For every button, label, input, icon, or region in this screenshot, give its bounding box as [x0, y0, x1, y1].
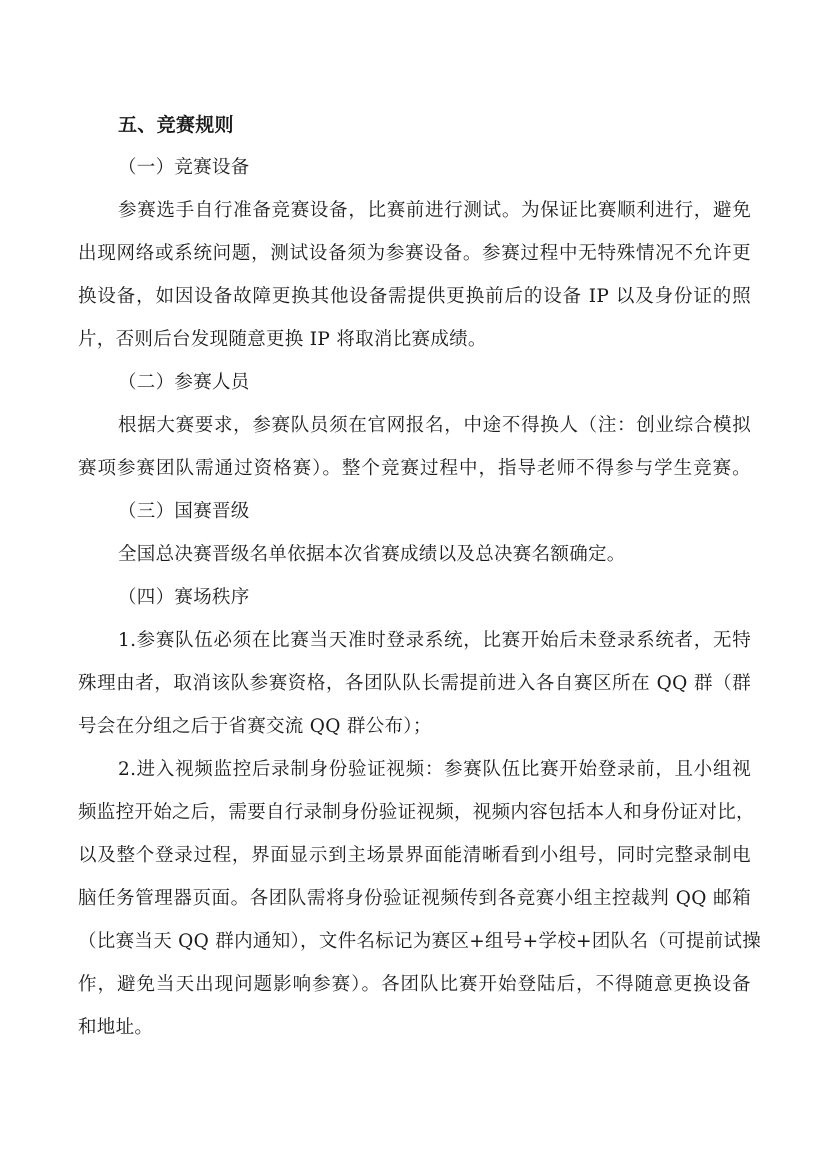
subsection-heading-equipment: （一）竞赛设备	[118, 157, 250, 178]
paragraph-line: 赛项参赛团队需通过资格赛）。整个竞赛过程中，指导老师不得参与学生竞赛。	[78, 458, 751, 479]
paragraph-line: 以及整个登录过程，界面显示到主场景界面能清晰看到小组号，同时完整录制电	[78, 845, 751, 866]
subsection-heading-advancement: （三）国赛晋级	[118, 501, 250, 522]
paragraph-line: 片，否则后台发现随意更换 IP 将取消比赛成绩。	[78, 329, 487, 350]
paragraph-line: 全国总决赛晋级名单依据本次省赛成绩以及总决赛名额确定。	[118, 544, 626, 565]
paragraph-line: 换设备，如因设备故障更换其他设备需提供更换前后的设备 IP 以及身份证的照	[78, 286, 751, 307]
paragraph-line: 频监控开始之后，需要自行录制身份验证视频，视频内容包括本人和身份证对比，	[78, 802, 755, 823]
paragraph-line: 脑任务管理器页面。各团队需将身份验证视频传到各竞赛小组主控裁判 QQ 邮箱	[78, 888, 751, 909]
paragraph-line: 参赛选手自行准备竞赛设备，比赛前进行测试。为保证比赛顺利进行，避免	[118, 200, 751, 221]
paragraph-line: 殊理由者，取消该队参赛资格，各团队队长需提前进入各自赛区所在 QQ 群（群	[78, 673, 751, 694]
paragraph-line: 2.进入视频监控后录制身份验证视频：参赛队伍比赛开始登录前，且小组视	[118, 759, 751, 780]
paragraph-line: 出现网络或系统问题，测试设备须为参赛设备。参赛过程中无特殊情况不允许更	[78, 243, 751, 264]
paragraph-line: （比赛当天 QQ 群内通知），文件名标记为赛区+组号+学校+团队名（可提前试操	[78, 931, 762, 952]
paragraph-line: 号会在分组之后于省赛交流 QQ 群公布）；	[78, 716, 432, 737]
paragraph-line: 作，避免当天出现问题影响参赛）。各团队比赛开始登陆后，不得随意更换设备	[78, 974, 751, 995]
subsection-heading-order: （四）赛场秩序	[118, 587, 250, 608]
paragraph-line: 1.参赛队伍必须在比赛当天准时登录系统，比赛开始后未登录系统者，无特	[118, 630, 751, 651]
section-title: 五、竞赛规则	[118, 114, 234, 136]
paragraph-line: 根据大赛要求，参赛队员须在官网报名，中途不得换人（注：创业综合模拟	[118, 415, 751, 436]
subsection-heading-participants: （二）参赛人员	[118, 372, 250, 393]
paragraph-line: 和地址。	[78, 1017, 154, 1038]
